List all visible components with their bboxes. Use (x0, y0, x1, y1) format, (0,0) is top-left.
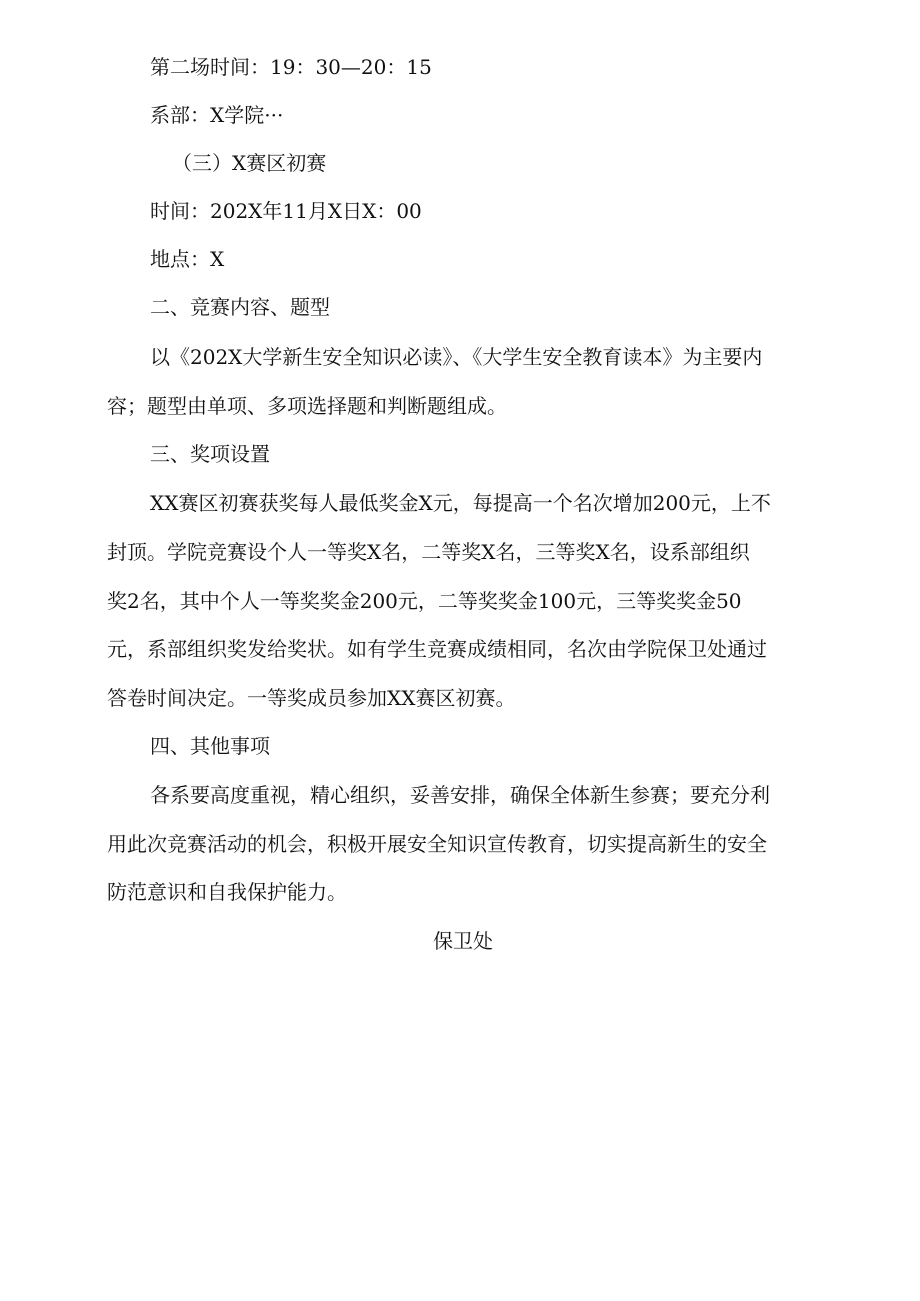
department-line: 系部：X学院··· (150, 103, 284, 127)
awards-paragraph-line-2: 封顶。学院竞赛设个人一等奖X名，二等奖X名，三等奖X名，设系部组织 (107, 540, 750, 564)
location-line: 地点：X (150, 247, 225, 271)
heading-awards: 三、奖项设置 (150, 442, 270, 466)
awards-paragraph-line-3: 奖2名，其中个人一等奖奖金200元，二等奖奖金100元，三等奖奖金50 (107, 589, 742, 613)
other-paragraph-line-1: 各系要高度重视，精心组织，妥善安排，确保全体新生参赛；要充分利 (150, 783, 770, 807)
signature: 保卫处 (433, 929, 493, 953)
other-paragraph-line-2: 用此次竞赛活动的机会，积极开展安全知识宣传教育，切实提高新生的安全 (107, 832, 767, 856)
section-3-heading: （三）X赛区初赛 (172, 151, 327, 175)
awards-paragraph-line-5: 答卷时间决定。一等奖成员参加XX赛区初赛。 (107, 686, 516, 710)
heading-other-matters: 四、其他事项 (150, 734, 270, 758)
content-paragraph-line-1: 以《202X大学新生安全知识必读》、《大学生安全教育读本》为主要内 (150, 345, 763, 369)
time-line: 时间：202X年11月X日X：00 (150, 199, 422, 223)
other-paragraph-line-3: 防范意识和自我保护能力。 (107, 880, 347, 904)
second-session-time-line: 第二场时间：19：30—20：15 (150, 55, 432, 79)
heading-competition-content: 二、竞赛内容、题型 (150, 295, 330, 319)
awards-paragraph-line-1: XX赛区初赛获奖每人最低奖金X元，每提高一个名次增加200元，上不 (150, 491, 771, 515)
content-paragraph-line-2: 容；题型由单项、多项选择题和判断题组成。 (107, 394, 507, 418)
awards-paragraph-line-4: 元，系部组织奖发给奖状。如有学生竞赛成绩相同，名次由学院保卫处通过 (107, 637, 767, 661)
